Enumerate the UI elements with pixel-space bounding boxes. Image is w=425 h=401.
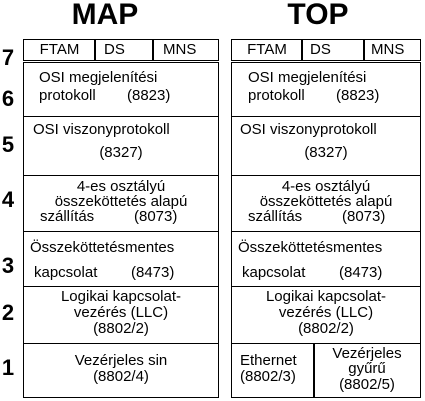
top-transport-code: (8073) (342, 208, 386, 225)
layer-number-6: 6 (1, 86, 15, 111)
layer-number-3: 3 (1, 253, 15, 278)
map-physical-line1: Vezérjeles sin (74, 352, 168, 369)
top-ds-cell (301, 39, 365, 61)
map-transport-line2: összeköttetés alapú (54, 193, 188, 210)
map-datalink-line2: vezérés (LLC) (73, 304, 169, 321)
map-presentation-code: (8823) (127, 87, 171, 104)
top-session-line1: OSI viszonyprotokoll (240, 121, 377, 138)
top-ftam-label: FTAM (247, 41, 287, 58)
map-ds-cell (94, 39, 154, 61)
top-transport-line3: szállítás (248, 208, 303, 225)
top-session-cell (231, 116, 421, 176)
map-ds-label: DS (104, 41, 125, 58)
map-datalink-cell (23, 286, 219, 344)
map-ftam-label: FTAM (39, 41, 80, 58)
map-presentation-line2: protokoll (39, 87, 96, 104)
layer-number-5: 5 (1, 132, 15, 157)
top-datalink-cell (231, 286, 421, 344)
top-network-cell (231, 231, 421, 287)
map-presentation-line1: OSI megjelenítési (39, 69, 158, 86)
top-tokenring-line1: Vezérjeles (332, 345, 402, 362)
map-mns-cell (152, 39, 219, 61)
map-network-code: (8473) (131, 264, 175, 281)
map-session-line1: OSI viszonyprotokoll (33, 121, 170, 138)
map-session-cell (23, 116, 219, 176)
top-datalink-line2: vezérés (LLC) (278, 304, 374, 321)
top-presentation-cell (231, 62, 421, 117)
top-presentation-code: (8823) (336, 87, 380, 104)
map-physical-code: (8802/4) (93, 368, 149, 385)
map-mns-label: MNS (163, 41, 197, 58)
map-transport-line1: 4-es osztályú (76, 178, 166, 195)
top-network-code: (8473) (339, 264, 383, 281)
top-mns-label: MNS (371, 41, 405, 58)
top-mns-cell (363, 39, 421, 61)
top-title: TOP (287, 0, 349, 31)
top-transport-cell (231, 175, 421, 232)
layer-number-4: 4 (1, 187, 15, 212)
top-tokenring-line2: gyűrű (348, 360, 386, 377)
layer-number-2: 2 (1, 300, 15, 325)
map-transport-code: (8073) (134, 208, 178, 225)
map-network-line1: Összeköttetésmentes (30, 239, 175, 256)
top-presentation-line1: OSI megjelenítési (248, 69, 367, 86)
map-transport-cell (23, 175, 219, 232)
map-network-line2: kapcsolat (34, 264, 98, 281)
map-datalink-code: (8802/2) (93, 320, 149, 337)
map-transport-line3: szállítás (40, 208, 95, 225)
map-session-code: (8327) (99, 144, 143, 161)
top-ftam-cell (231, 39, 303, 61)
map-title: MAP (71, 0, 139, 31)
top-transport-line2: összeköttetés alapú (259, 193, 393, 210)
top-ds-label: DS (310, 41, 331, 58)
top-ethernet-line1: Ethernet (240, 352, 297, 369)
top-tokenring-cell (313, 343, 421, 398)
top-network-line1: Összeköttetésmentes (238, 239, 383, 256)
layer-number-1: 1 (1, 355, 15, 380)
top-presentation-line2: protokoll (248, 87, 305, 104)
map-physical-cell (23, 343, 219, 398)
top-datalink-line1: Logikai kapcsolat- (265, 288, 387, 305)
layer-number-7: 7 (1, 45, 15, 70)
top-network-line2: kapcsolat (242, 264, 306, 281)
map-network-cell (23, 231, 219, 287)
top-datalink-code: (8802/2) (298, 320, 354, 337)
top-transport-line1: 4-es osztályú (281, 178, 371, 195)
map-ftam-cell (23, 39, 96, 61)
map-presentation-cell (23, 62, 219, 117)
map-datalink-line1: Logikai kapcsolat- (60, 288, 182, 305)
top-tokenring-code: (8802/5) (339, 376, 395, 393)
top-ethernet-cell (231, 343, 315, 398)
top-ethernet-code: (8802/3) (240, 368, 296, 385)
top-session-code: (8327) (304, 144, 348, 161)
